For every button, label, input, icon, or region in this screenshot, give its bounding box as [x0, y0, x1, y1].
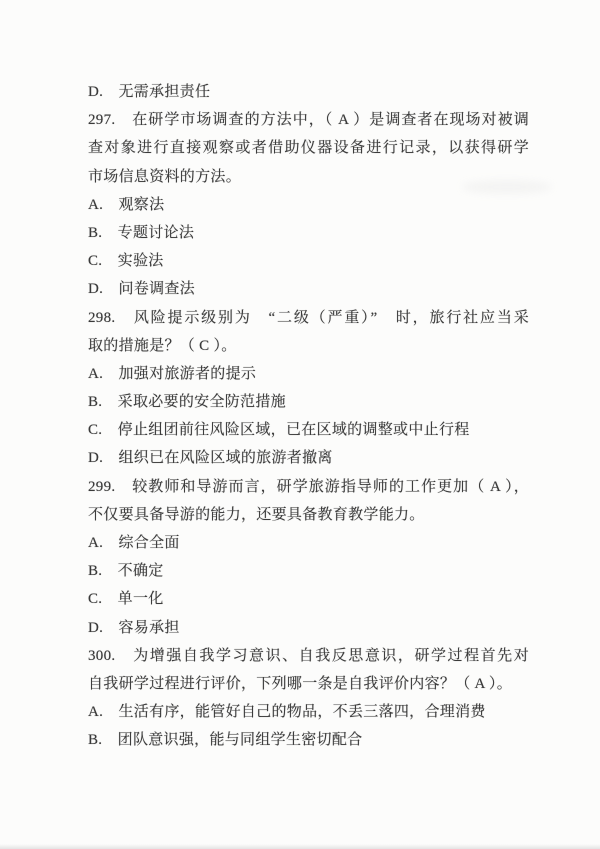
question-297-option-b: B. 专题讨论法: [88, 224, 195, 241]
question-298-option-a: A. 加强对旅游者的提示: [88, 365, 257, 382]
question-297-option-d: D. 问卷调查法: [88, 281, 195, 298]
question-297: [88, 106, 529, 303]
question-299-option-b: B. 不确定: [88, 563, 164, 580]
question-298-stem-line-1: 298. 风险提示级别为 “二级（严重）” 时，旅行社应当采: [88, 309, 529, 326]
scan-artifact-bottom-edge: [0, 844, 600, 849]
question-298-option-c: C. 停止组团前往风险区域，已在区域的调整或中止行程: [88, 422, 470, 439]
question-297-option-c: C. 实验法: [88, 253, 164, 270]
question-299-option-c: C. 单一化: [88, 591, 164, 608]
question-300-option-a: A. 生活有序，能管好自己的物品，不丢三落四，合理消费: [88, 704, 486, 721]
question-297-option-a: A. 观察法: [88, 196, 165, 213]
question-300: [88, 642, 529, 755]
question-299: [88, 473, 529, 642]
question-299-stem-line-2: 不仅要具备导游的能力，还要具备教育教学能力。: [88, 506, 425, 523]
exam-text-block: [88, 78, 529, 755]
question-300-option-b: B. 团队意识强，能与同组学生密切配合: [88, 732, 363, 749]
question-298-option-b: B. 采取必要的安全防范措施: [88, 394, 286, 411]
question-297-stem-line-2: 查对象进行直接观察或者借助仪器设备进行记录，以获得研学: [88, 140, 529, 157]
question-300-stem-line-1: 300. 为增强自我学习意识、自我反思意识，研学过程首先对: [88, 647, 529, 664]
question-297-stem-line-1: 297. 在研学市场调查的方法中，（ A ）是调查者在现场对被调: [88, 112, 529, 129]
question-300-stem-line-2: 自我研学过程进行评价，下列哪一条是自我评价内容？（ A ）。: [88, 675, 513, 692]
question-299-option-d: D. 容易承担: [88, 619, 180, 636]
question-299-option-a: A. 综合全面: [88, 535, 180, 551]
question-298-stem-line-2: 取的措施是？（ C ）。: [88, 337, 237, 354]
orphan-option-d-line: D. 无需承担责任: [88, 84, 211, 100]
question-298-option-d: D. 组织已在风险区域的旅游者撤离: [88, 450, 333, 467]
question-299-stem-line-1: 299. 较教师和导游而言，研学旅游指导师的工作更加（ A ），: [88, 478, 529, 495]
question-298: [88, 304, 529, 473]
question-297-stem-line-3: 市场信息资料的方法。: [88, 168, 242, 185]
